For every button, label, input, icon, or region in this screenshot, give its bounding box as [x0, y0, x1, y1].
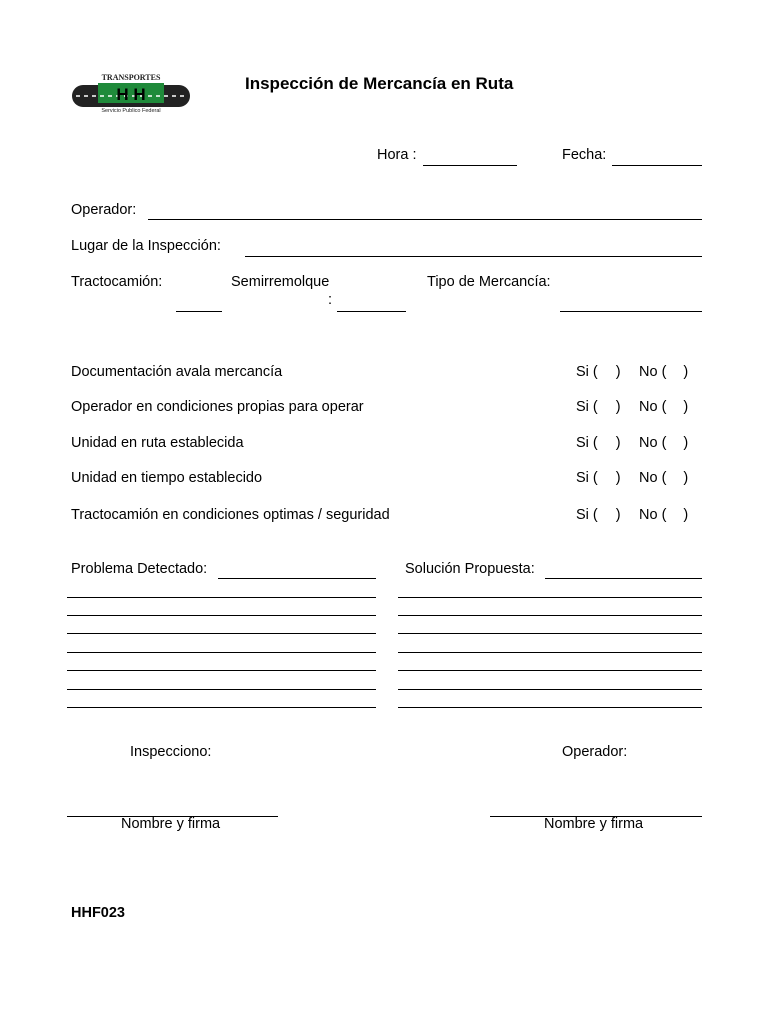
solucion-line[interactable]	[398, 707, 702, 708]
semirremolque-colon: :	[328, 292, 333, 308]
semirremolque-field[interactable]	[337, 311, 406, 312]
si-option[interactable]: Si ( )	[576, 399, 621, 415]
fecha-field[interactable]	[612, 165, 702, 166]
page-title: Inspección de Mercancía en Ruta	[245, 74, 514, 93]
problema-label: Problema Detectado:	[71, 561, 208, 577]
no-option[interactable]: No ( )	[639, 507, 689, 523]
si-option[interactable]: Si ( )	[576, 435, 621, 451]
logo-top-text: TRANSPORTES	[101, 73, 161, 82]
no-option[interactable]: No ( )	[639, 364, 689, 380]
problema-line[interactable]	[67, 670, 376, 671]
si-option[interactable]: Si ( )	[576, 470, 621, 486]
checklist-item-label: Unidad en tiempo establecido	[71, 470, 263, 486]
si-option[interactable]: Si ( )	[576, 507, 621, 523]
tipo-mercancia-label: Tipo de Mercancía:	[427, 274, 551, 290]
tractocamion-label: Tractocamión:	[71, 274, 163, 290]
problema-field[interactable]	[218, 578, 376, 579]
problema-line[interactable]	[67, 689, 376, 690]
problema-line[interactable]	[67, 652, 376, 653]
hora-label: Hora :	[377, 147, 417, 163]
problema-line[interactable]	[67, 707, 376, 708]
checklist-item-label: Documentación avala mercancía	[71, 364, 283, 380]
solucion-line[interactable]	[398, 652, 702, 653]
fecha-label: Fecha:	[562, 147, 607, 163]
operador-label: Operador:	[71, 202, 137, 218]
inspector-label: Inspecciono:	[130, 744, 212, 760]
solucion-field[interactable]	[545, 578, 702, 579]
inspector-name-sign: Nombre y firma	[121, 816, 221, 832]
semirremolque-label: Semirremolque	[231, 274, 330, 290]
checklist-item-label: Operador en condiciones propias para operar	[71, 399, 364, 415]
no-option[interactable]: No ( )	[639, 470, 689, 486]
checklist-item-label: Tractocamión en condiciones optimas / seguridad	[71, 507, 390, 523]
form-code: HHF023	[71, 905, 125, 921]
logo-sub-text: Servicio Publico Federal	[101, 108, 161, 114]
problema-line[interactable]	[67, 633, 376, 634]
lugar-label: Lugar de la Inspección:	[71, 238, 221, 254]
problema-line[interactable]	[67, 597, 376, 598]
operator-name-sign: Nombre y firma	[544, 816, 644, 832]
solucion-line[interactable]	[398, 597, 702, 598]
solucion-label: Solución Propuesta:	[405, 561, 535, 577]
no-option[interactable]: No ( )	[639, 399, 689, 415]
solucion-line[interactable]	[398, 689, 702, 690]
si-option[interactable]: Si ( )	[576, 364, 621, 380]
solucion-line[interactable]	[398, 615, 702, 616]
solucion-line[interactable]	[398, 633, 702, 634]
operator-sign-label: Operador:	[562, 744, 628, 760]
company-logo	[70, 72, 192, 114]
lugar-field[interactable]	[245, 256, 702, 257]
hora-field[interactable]	[423, 165, 517, 166]
checklist-item-label: Unidad en ruta establecida	[71, 435, 244, 451]
problema-line[interactable]	[67, 615, 376, 616]
logo-main-text: H H	[116, 85, 146, 104]
tipo-mercancia-field[interactable]	[560, 311, 702, 312]
solucion-line[interactable]	[398, 670, 702, 671]
tractocamion-field[interactable]	[176, 311, 222, 312]
no-option[interactable]: No ( )	[639, 435, 689, 451]
operador-field[interactable]	[148, 219, 702, 220]
